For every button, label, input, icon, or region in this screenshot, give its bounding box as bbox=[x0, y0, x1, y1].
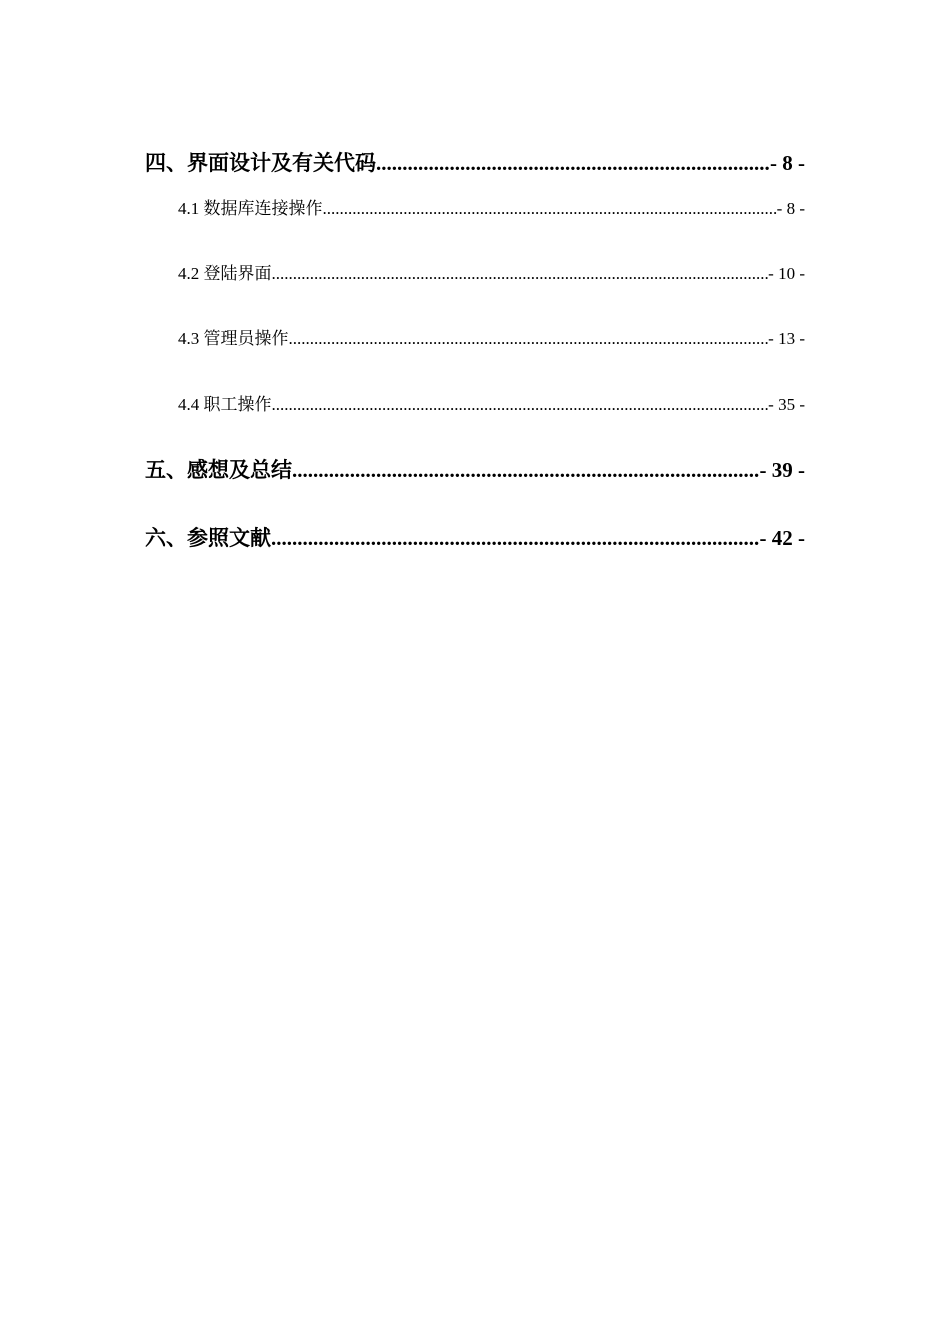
toc-entry-page-number: - 8 - bbox=[776, 199, 805, 218]
toc-entry-section-4-2[interactable] bbox=[178, 259, 805, 284]
toc-entry-label: 四、界面设计及有关代码 bbox=[145, 151, 376, 175]
toc-dot-leader bbox=[292, 458, 760, 483]
toc-entry-page-number: - 39 - bbox=[759, 458, 805, 482]
toc-dot-leader bbox=[323, 199, 777, 219]
toc-entry-label: 4.3 管理员操作 bbox=[178, 329, 289, 348]
toc-entry-label: 4.1 数据库连接操作 bbox=[178, 199, 323, 218]
toc-entry-label: 4.4 职工操作 bbox=[178, 395, 272, 414]
toc-entry-page-number: - 8 - bbox=[770, 151, 805, 175]
toc-dot-leader bbox=[289, 329, 769, 349]
toc-dot-leader bbox=[272, 395, 769, 415]
toc-entry-chapter-4[interactable] bbox=[145, 147, 805, 177]
toc-entry-chapter-6[interactable] bbox=[145, 522, 805, 552]
toc-entry-label: 4.2 登陆界面 bbox=[178, 264, 272, 283]
toc-entry-section-4-3[interactable] bbox=[178, 324, 805, 349]
toc-dot-leader bbox=[271, 526, 760, 551]
toc-entry-label: 五、感想及总结 bbox=[145, 458, 292, 482]
toc-dot-leader bbox=[272, 264, 769, 284]
toc-entry-page-number: - 35 - bbox=[768, 395, 805, 414]
toc-entry-section-4-1[interactable] bbox=[178, 194, 805, 219]
toc-entry-label: 六、参照文献 bbox=[145, 526, 271, 550]
toc-entry-chapter-5[interactable] bbox=[145, 454, 805, 484]
toc-entry-section-4-4[interactable] bbox=[178, 390, 805, 415]
toc-entry-page-number: - 13 - bbox=[768, 329, 805, 348]
toc-dot-leader bbox=[376, 151, 770, 176]
toc-entry-page-number: - 10 - bbox=[768, 264, 805, 283]
toc-entry-page-number: - 42 - bbox=[759, 526, 805, 550]
